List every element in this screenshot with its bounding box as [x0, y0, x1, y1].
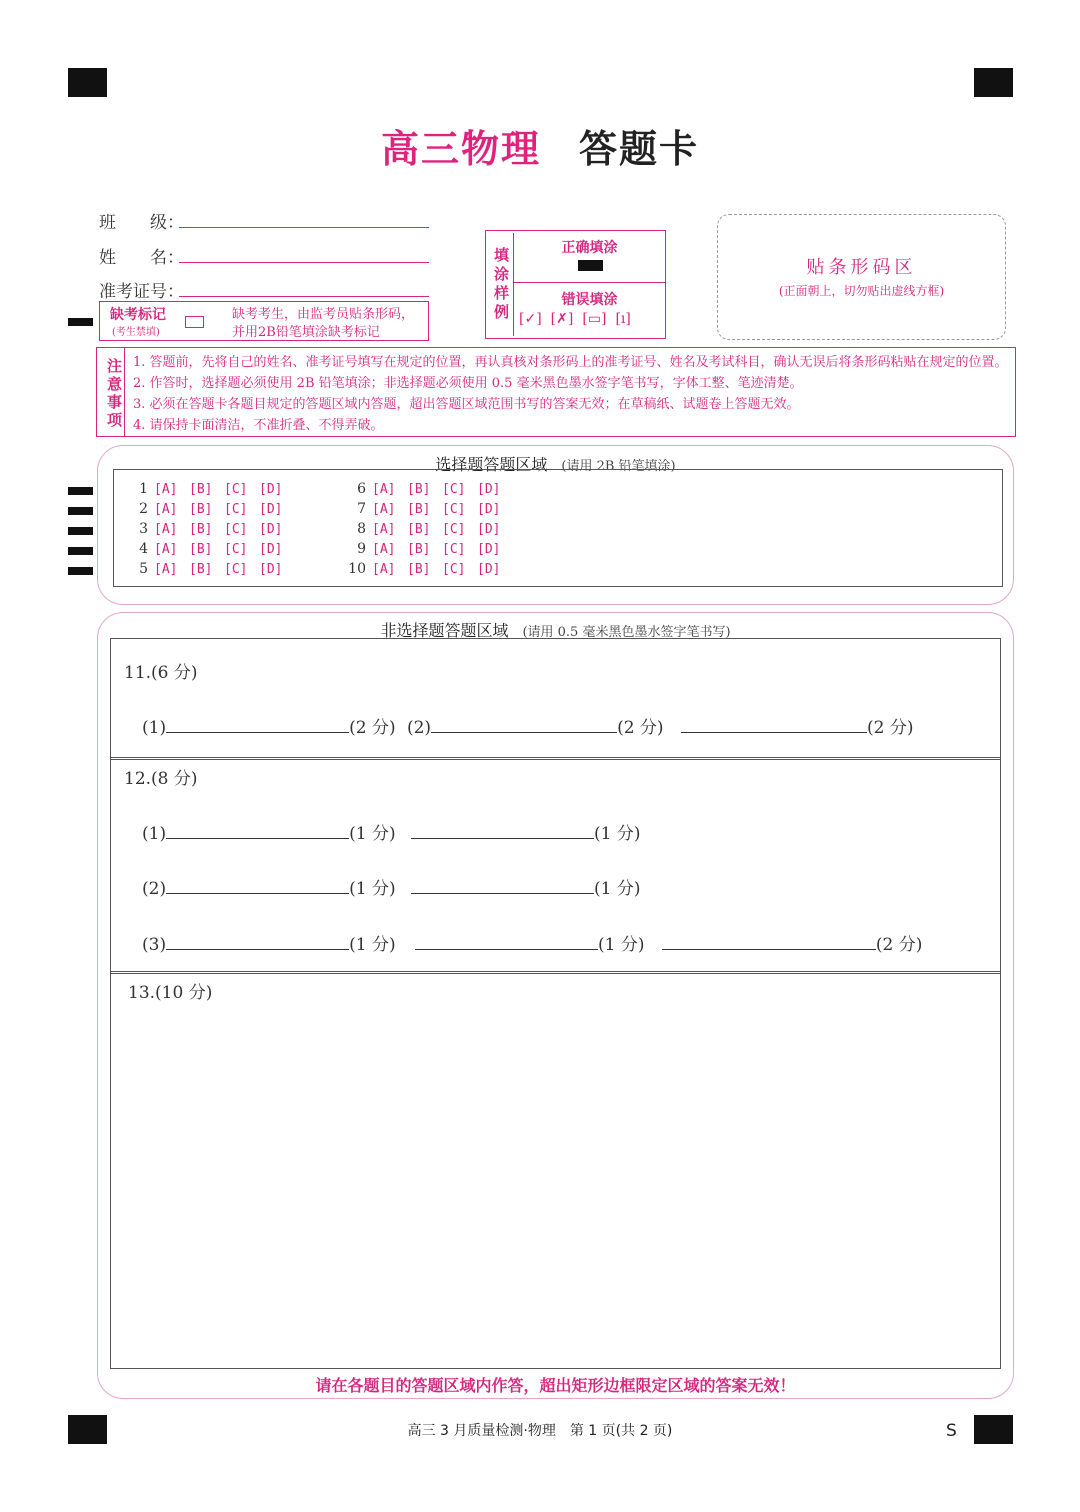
mcq-option-bubble[interactable]: [B] — [189, 482, 213, 497]
mcq-option-bubble[interactable]: [A] — [154, 522, 178, 537]
answer-blank[interactable] — [166, 879, 349, 894]
page-footer: 高三 3 月质量检测·物理 第 1 页(共 2 页) — [407, 1423, 673, 1439]
mcq-question-row — [346, 521, 512, 537]
mcq-question-row — [346, 481, 512, 497]
answer-blank[interactable] — [411, 824, 594, 839]
answer-blank[interactable] — [166, 935, 349, 950]
mcq-option-bubble[interactable]: [B] — [407, 542, 431, 557]
absent-text-2: 并用2B铅笔填涂缺考标记 — [232, 325, 380, 340]
mcq-question-row — [128, 481, 294, 497]
mcq-question-number: 1 — [139, 481, 148, 497]
mcq-question-row — [128, 501, 294, 517]
question-13-title: 13.(10 分) — [128, 983, 213, 1003]
notice-box — [96, 347, 1016, 437]
mcq-question-row — [128, 521, 294, 537]
mcq-question-number: 5 — [139, 561, 148, 577]
question-11-area[interactable] — [110, 638, 1001, 760]
mcq-option-bubble[interactable]: [C] — [442, 542, 466, 557]
mcq-subtitle: (请用 2B 铅笔填涂) — [561, 459, 676, 474]
mcq-option-bubble[interactable]: [A] — [154, 542, 178, 557]
mcq-question-number: 3 — [139, 521, 148, 537]
mcq-option-bubble[interactable]: [C] — [224, 482, 248, 497]
class-field[interactable] — [99, 208, 184, 233]
notice-item: 4. 请保持卡面清洁，不准折叠、不得弄破。 — [133, 418, 384, 433]
mcq-option-bubble[interactable]: [D] — [477, 542, 501, 557]
absent-label: 缺考标记 — [110, 307, 166, 323]
correct-fill-label: 正确填涂 — [561, 240, 618, 256]
mcq-question-row — [128, 561, 294, 577]
mcq-option-bubble[interactable]: [A] — [154, 482, 178, 497]
mcq-option-bubble[interactable]: [A] — [372, 562, 396, 577]
side-mark — [68, 507, 93, 515]
mcq-option-bubble[interactable]: [A] — [372, 522, 396, 537]
mcq-option-bubble[interactable]: [C] — [224, 522, 248, 537]
mcq-question-row — [346, 501, 512, 517]
mcq-option-bubble[interactable]: [B] — [189, 522, 213, 537]
mcq-question-row — [128, 541, 294, 557]
answer-blank[interactable] — [681, 718, 867, 733]
mcq-option-bubble[interactable]: [B] — [189, 542, 213, 557]
mcq-option-bubble[interactable]: [B] — [407, 482, 431, 497]
correct-fill-sample — [578, 260, 603, 271]
mcq-option-bubble[interactable]: [D] — [259, 502, 283, 517]
mcq-option-bubble[interactable]: [D] — [477, 502, 501, 517]
notice-item: 1. 答题前，先将自己的姓名、准考证号填写在规定的位置，再认真核对条形码上的准考证号、姓名及考试科目，确认无误后将条形码粘贴在规定的位置。 — [133, 355, 1008, 370]
question-12-row-2: (2) (1 分) (1 分) — [142, 879, 641, 899]
corner-mark-top-right — [974, 68, 1013, 97]
mcq-option-bubble[interactable]: [A] — [372, 542, 396, 557]
absent-text-1: 缺考考生，由监考员贴条形码， — [232, 307, 415, 322]
mcq-option-bubble[interactable]: [C] — [224, 542, 248, 557]
notice-item: 2. 作答时，选择题必须使用 2B 铅笔填涂；非选择题必须使用 0.5 毫米黑色墨水签字笔书写，字体工整、笔迹清楚。 — [133, 376, 803, 391]
side-mark — [68, 567, 93, 575]
question-12-row-3: (3) (1 分) (1 分) (2 分) — [142, 935, 923, 955]
mcq-option-bubble[interactable]: [B] — [189, 562, 213, 577]
mcq-option-bubble[interactable]: [B] — [407, 502, 431, 517]
mcq-option-bubble[interactable]: [C] — [442, 562, 466, 577]
mcq-option-bubble[interactable]: [D] — [259, 542, 283, 557]
fill-example-side: 填涂样例 — [486, 233, 514, 336]
mcq-option-bubble[interactable]: [D] — [259, 562, 283, 577]
answer-blank[interactable] — [411, 879, 594, 894]
exam-id-field[interactable] — [99, 277, 184, 302]
nonmcq-title: 非选择题答题区域 (请用 0.5 毫米黑色墨水签字笔书写) — [380, 621, 731, 640]
mcq-question-number: 9 — [357, 541, 366, 557]
mcq-question-number: 4 — [139, 541, 148, 557]
answer-blank[interactable] — [662, 935, 876, 950]
mcq-question-number: 8 — [357, 521, 366, 537]
wrong-fill-samples — [519, 311, 631, 327]
answer-blank[interactable] — [415, 935, 598, 950]
nonmcq-subtitle: (请用 0.5 毫米黑色墨水签字笔书写) — [522, 625, 731, 640]
title-card: 答题卡 — [579, 126, 700, 171]
question-12-row-1: (1) (1 分) (1 分) — [142, 824, 641, 844]
answer-warning: 请在各题目的答题区域内作答，超出矩形边框限定区域的答案无效！ — [315, 1376, 796, 1395]
name-field[interactable] — [99, 243, 184, 268]
mcq-option-bubble[interactable]: [D] — [477, 522, 501, 537]
question-13-area[interactable] — [110, 971, 1001, 1369]
side-mark — [68, 547, 93, 555]
mcq-option-bubble[interactable]: [C] — [224, 502, 248, 517]
mcq-option-bubble[interactable]: [C] — [442, 522, 466, 537]
question-11-answers: (1) (2 分) (2) (2 分) (2 分) — [142, 718, 914, 738]
mcq-option-bubble[interactable]: [C] — [442, 482, 466, 497]
absent-sub: (考生禁填) — [112, 327, 160, 338]
mcq-option-bubble[interactable]: [A] — [372, 502, 396, 517]
barcode-area — [717, 214, 1006, 340]
title-subject: 高三物理 — [380, 126, 541, 171]
side-mark — [68, 318, 93, 326]
mcq-option-bubble[interactable]: [D] — [477, 482, 501, 497]
mcq-question-number: 7 — [357, 501, 366, 517]
wrong-sample-cross: [✗] — [550, 311, 574, 327]
answer-blank[interactable] — [166, 824, 349, 839]
mcq-option-bubble[interactable]: [C] — [442, 502, 466, 517]
mcq-title: 选择题答题区域 (请用 2B 铅笔填涂) — [435, 455, 676, 474]
mcq-question-number: 2 — [139, 501, 148, 517]
mcq-option-bubble[interactable]: [D] — [259, 522, 283, 537]
answer-blank[interactable] — [431, 718, 617, 733]
mcq-option-bubble[interactable]: [D] — [259, 482, 283, 497]
wrong-sample-check: [✓] — [519, 311, 542, 327]
mcq-question-row — [346, 561, 512, 577]
wrong-sample-partial: [▭] — [582, 311, 607, 327]
version-code: S — [946, 1421, 957, 1441]
class-label: 班 级： — [99, 213, 184, 233]
question-11-title: 11.(6 分) — [124, 663, 198, 683]
answer-blank[interactable] — [166, 718, 349, 733]
notice-side: 注意事项 — [97, 348, 125, 436]
mcq-option-bubble[interactable]: [D] — [477, 562, 501, 577]
fill-example-box — [485, 230, 666, 339]
name-label: 姓 名： — [99, 248, 184, 268]
wrong-sample-line: [ı] — [615, 311, 631, 327]
page-title — [0, 118, 1080, 173]
wrong-fill-label: 错误填涂 — [561, 292, 618, 308]
barcode-hint: (正面朝上，切勿贴出虚线方框) — [778, 284, 945, 298]
mcq-question-row — [346, 541, 512, 557]
mcq-option-bubble[interactable]: [A] — [154, 502, 178, 517]
mcq-option-bubble[interactable]: [B] — [407, 562, 431, 577]
mcq-option-bubble[interactable]: [B] — [407, 522, 431, 537]
absent-mark-box — [99, 301, 429, 341]
corner-mark-top-left — [68, 68, 107, 97]
notice-item: 3. 必须在答题卡各题目规定的答题区域内答题，超出答题区域范围书写的答案无效；在草稿纸、试题卷上答题无效。 — [133, 397, 800, 412]
mcq-question-number: 6 — [357, 481, 366, 497]
barcode-title: 贴条形码区 — [806, 257, 917, 278]
mcq-question-number: 10 — [348, 561, 366, 577]
mcq-option-bubble[interactable]: [A] — [372, 482, 396, 497]
side-mark — [68, 527, 93, 535]
absent-checkbox[interactable] — [185, 316, 204, 328]
mcq-option-bubble[interactable]: [B] — [189, 502, 213, 517]
exam-id-label: 准考证号： — [99, 282, 184, 302]
question-12-title: 12.(8 分) — [124, 769, 198, 789]
mcq-option-bubble[interactable]: [A] — [154, 562, 178, 577]
side-mark — [68, 487, 93, 495]
mcq-option-bubble[interactable]: [C] — [224, 562, 248, 577]
